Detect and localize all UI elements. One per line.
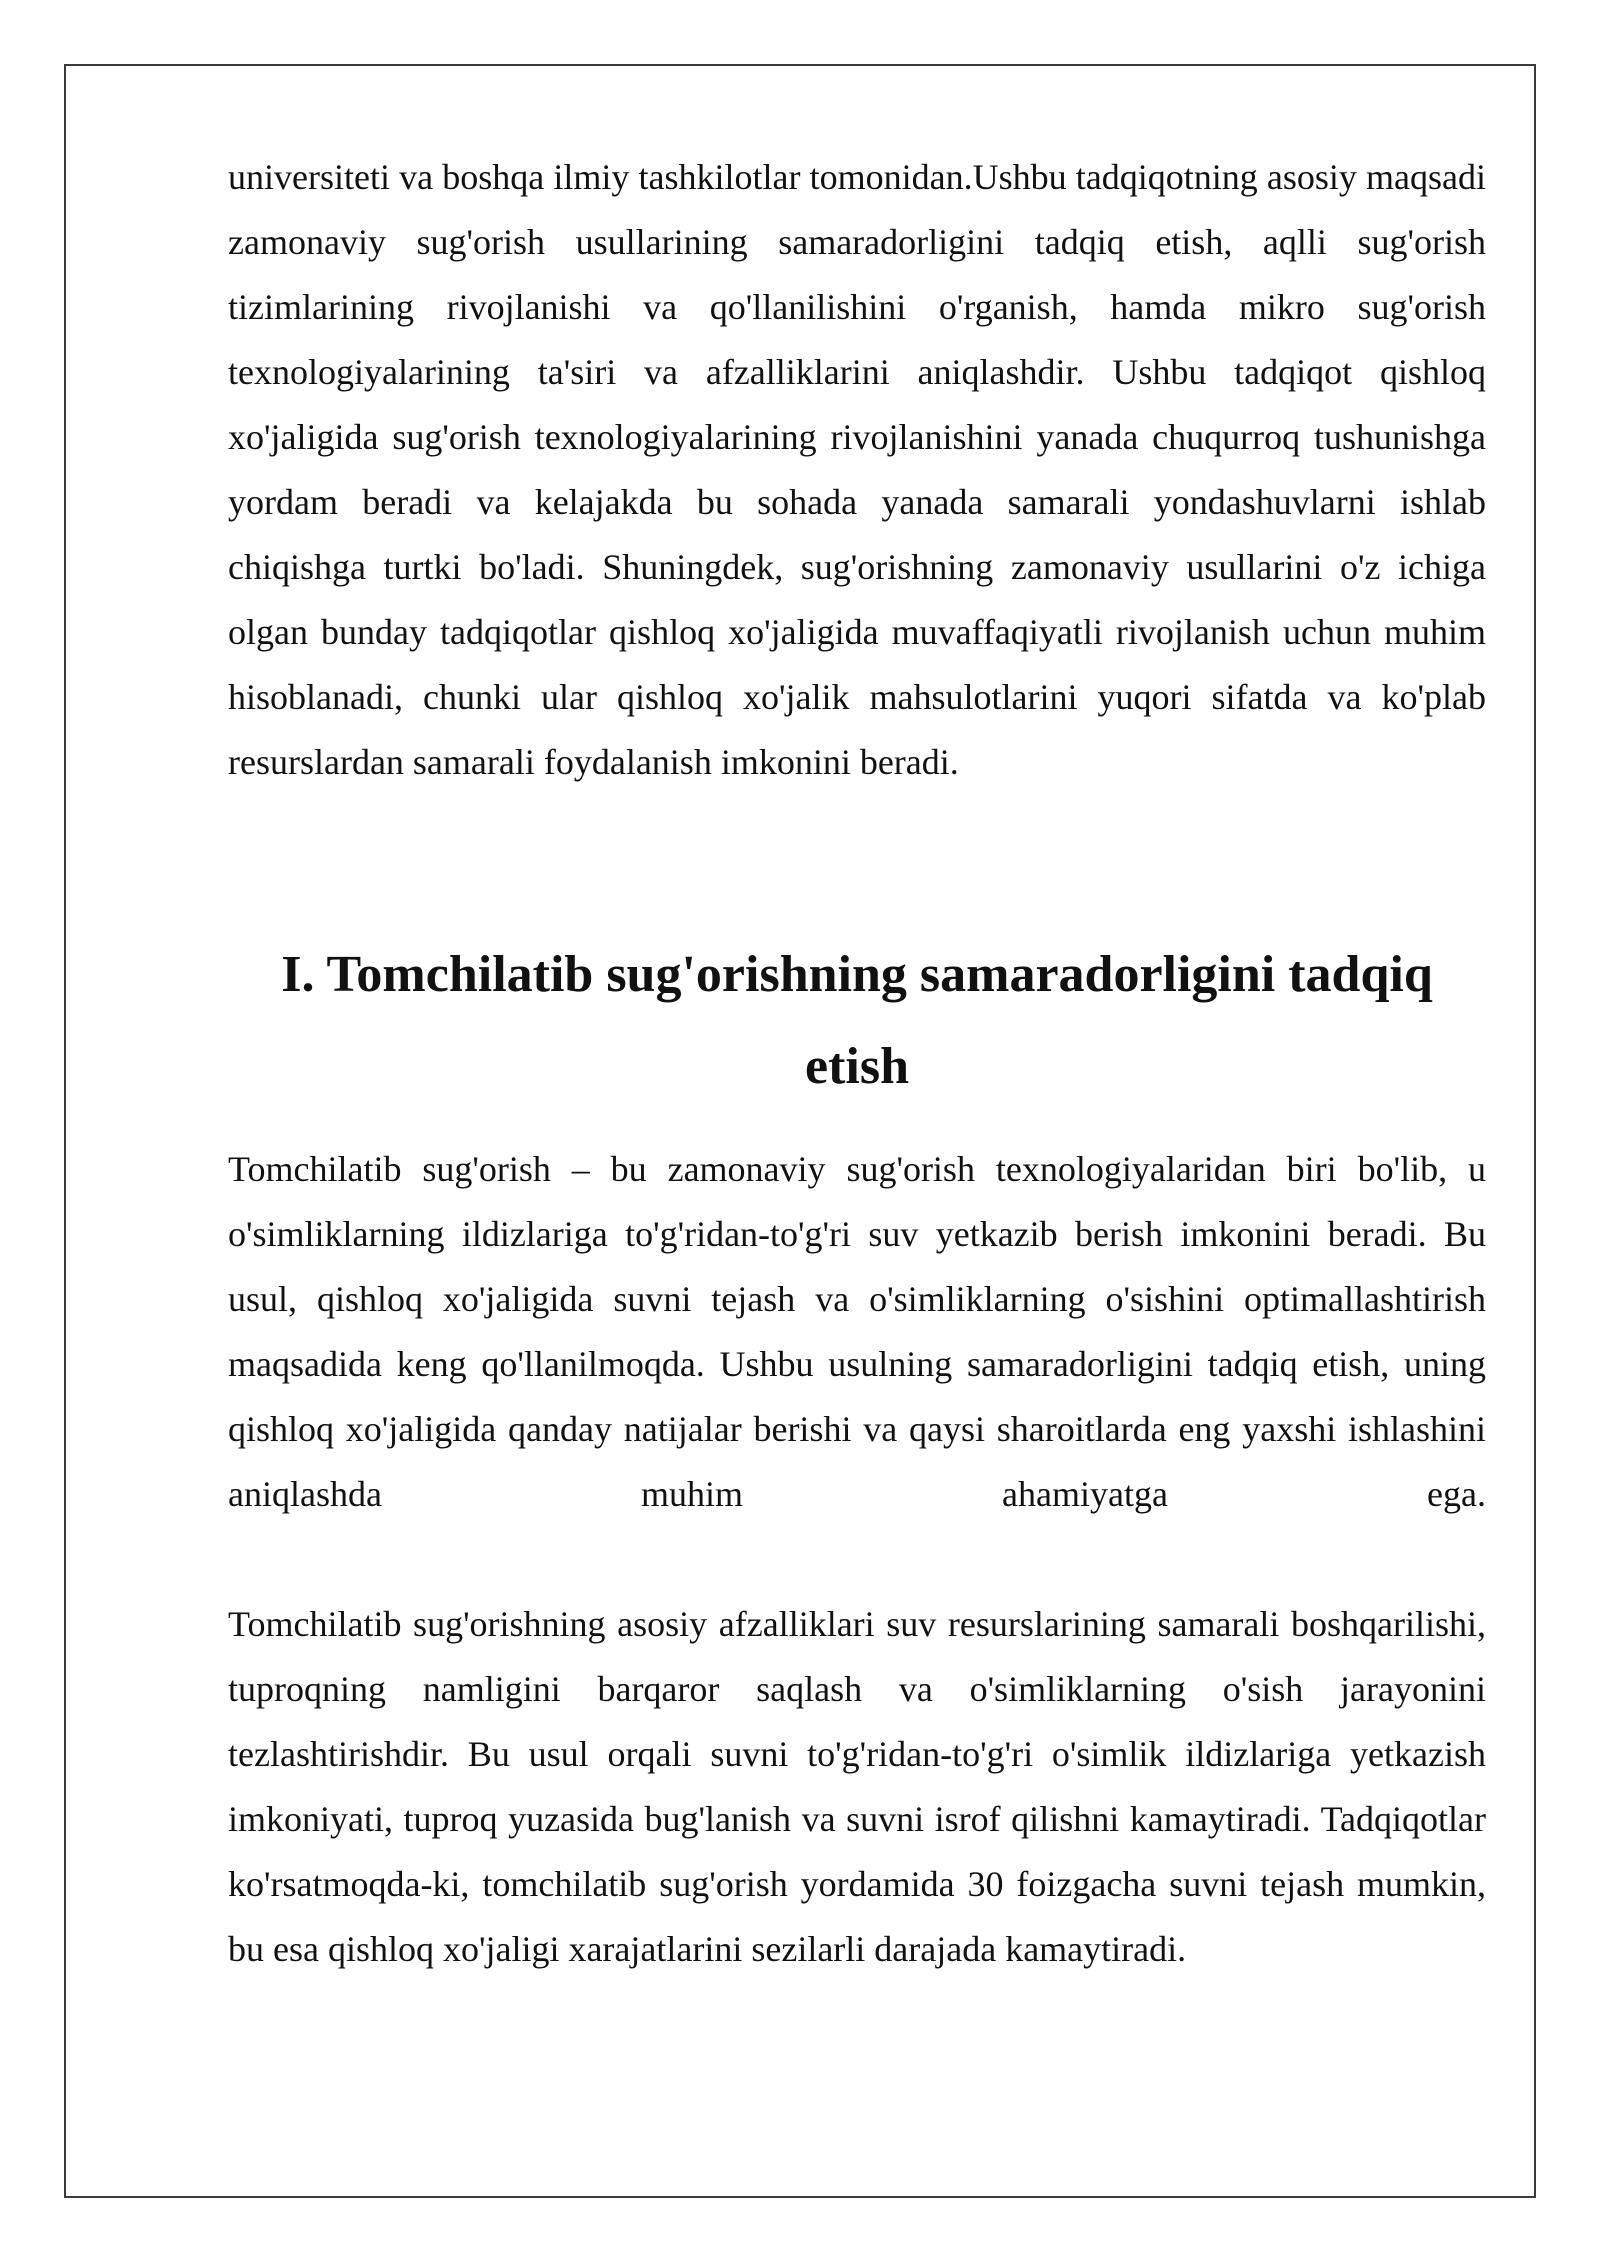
section-paragraph: Tomchilatib sug'orishning asosiy afzalliklari suv resurslarining samarali boshqarilishi, tuproqning namligini barqaror saqlash va o'simliklarning o'sish jarayonini tezlashtirishdir. Bu usul orqali suvni to'g'ridan-to'g'ri o'simlik ildizlariga yetkazish imkoniyati, tuproq yuzasida bug'lanish va suvni isrof qilishni kamaytiradi. Tadqiqotlar ko'rsatmoqda-ki, tomchilatib sug'orish yordamida 30 foizgacha suvni tejash mumkin, bu esa qishloq xo'jaligi xarajatlarini sezilarli darajada kamaytiradi. <box>228 1604 1486 1969</box>
intro-paragraph: universiteti va boshqa ilmiy tashkilotlar tomonidan.Ushbu tadqiqotning asosiy maqsadi zamonaviy sug'orish usullarining samaradorligini tadqiq etish, aqlli sug'orish tizimlarining rivojlanishi va qo'llanilishini o'rganish, hamda mikro sug'orish texnologiyalarining ta'siri va afzalliklarini aniqlashdir. Ushbu tadqiqot qishloq xo'jaligida sug'orish texnologiyalarining rivojlanishini yanada chuqurroq tushunishga yordam beradi va kelajakda bu sohada yanada samarali yondashuvlarni ishlab chiqishga turtki bo'ladi. Shuningdek, sug'orishning zamonaviy usullarini o'z ichiga olgan bunday tadqiqotlar qishloq xo'jaligida muvaffaqiyatli rivojlanish uchun muhim hisoblanadi, chunki ular qishloq xo'jalik mahsulotlarini yuqori sifatda va ko'plab resurslardan samarali foydalanish imkonini beradi. <box>228 157 1486 782</box>
section-heading: I. Tomchilatib sug'orishning samaradorligini tadqiq etish <box>281 946 1433 1095</box>
document-body <box>228 145 1486 1982</box>
section-paragraph: Tomchilatib sug'orish – bu zamonaviy sug'orish texnologiyalaridan biri bo'lib, u o'simliklarning ildizlariga to'g'ridan-to'g'ri suv yetkazib berish imkonini beradi. Bu usul, qishloq xo'jaligida suvni tejash va o'simliklarning o'sishini optimallashtirish maqsadida keng qo'llanilmoqda. Ushbu usulning samaradorligini tadqiq etish, uning qishloq xo'jaligida qanday natijalar berishi va qaysi sharoitlarda eng yaxshi ishlashini aniqlashda muhim ahamiyatga ega. <box>228 1149 1486 1514</box>
